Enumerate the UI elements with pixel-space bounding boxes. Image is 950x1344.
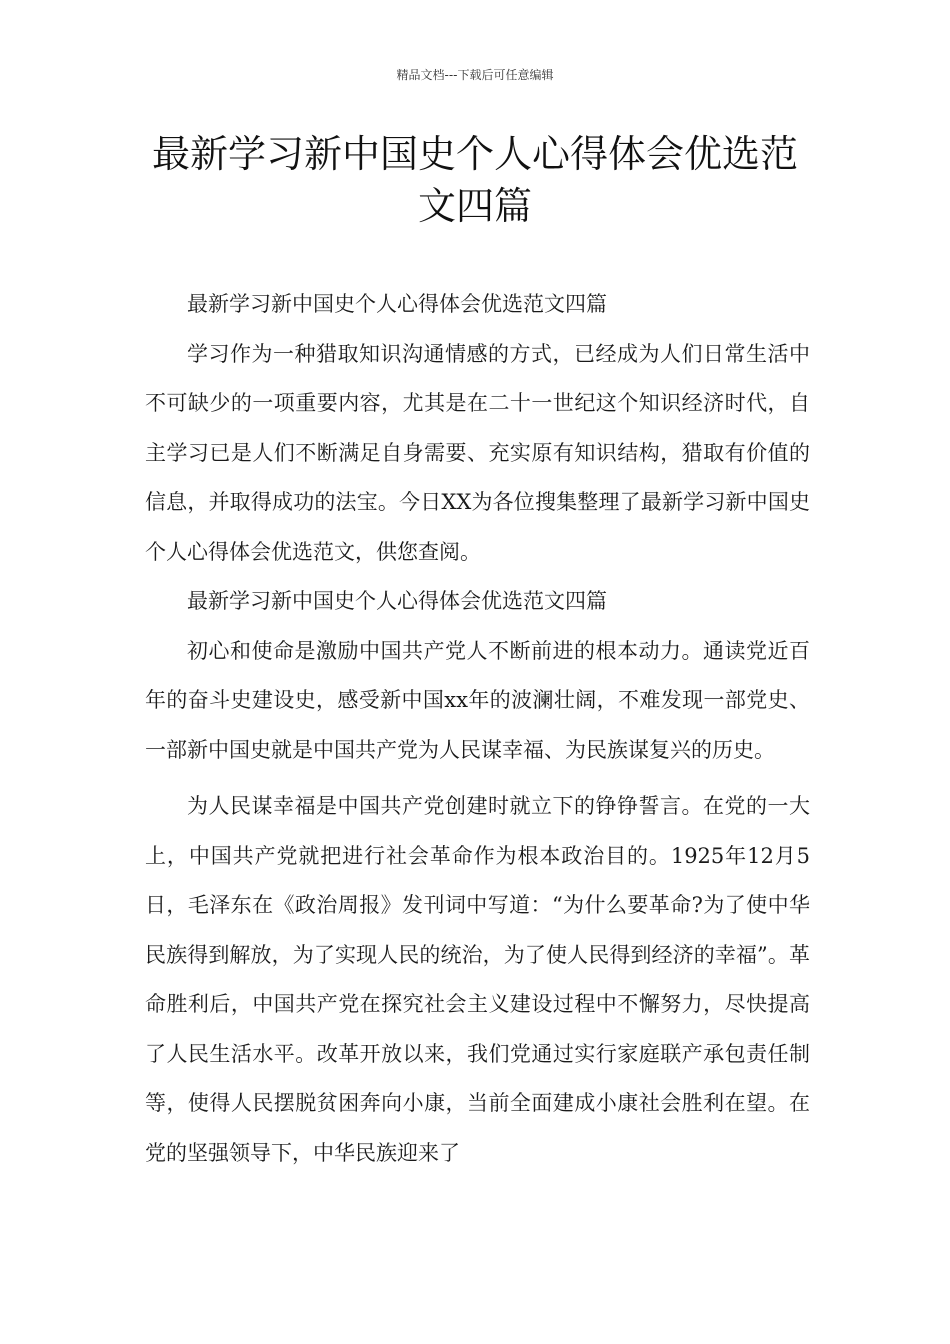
paragraph-subtitle-1: 最新学习新中国史个人心得体会优选范文四篇 [187, 292, 607, 316]
paragraph-mission: 初心和使命是激励中国共产党人不断前进的根本动力。通读党近百年的奋斗史建设史，感受新中国xx年的波澜壮阔，不难发现一部党史、一部新中国史就是中国共产党为人民谋幸福、为民族谋复兴的历史。 [145, 638, 810, 762]
document-title: 最新学习新中国史个人心得体会优选范文四篇 [151, 132, 798, 228]
paragraph-subtitle-2: 最新学习新中国史个人心得体会优选范文四篇 [187, 589, 607, 613]
paragraph-happiness: 为人民谋幸福是中国共产党创建时就立下的铮铮誓言。在党的一大上，中国共产党就把进行社会革命作为根本政治目的。1925年12月5日，毛泽东在《政治周报》发刊词中写道：“为什么要革命?为了使中华民族得到解放，为了实现人民的统治，为了使人民得到经济的幸福”。革命胜利后，中国共产党在探究社会主义建设过程中不懈努力，尽快提高了人民生活水平。改革开放以来，我们党通过实行家庭联产承包责任制等，使得人民摆脱贫困奔向小康，当前全面建成小康社会胜利在望。在党的坚强领导下，中华民族迎来了 [145, 794, 810, 1165]
header-note: 精品文档---下载后可任意编辑 [396, 68, 554, 82]
document-body [145, 280, 810, 1178]
paragraph-intro: 学习作为一种猎取知识沟通情感的方式，已经成为人们日常生活中不可缺少的一项重要内容，尤其是在二十一世纪这个知识经济时代，自主学习已是人们不断满足自身需要、充实原有知识结构，猎取有价值的信息，并取得成功的法宝。今日XX为各位搜集整理了最新学习新中国史个人心得体会优选范文，供您查阅。 [145, 341, 810, 564]
